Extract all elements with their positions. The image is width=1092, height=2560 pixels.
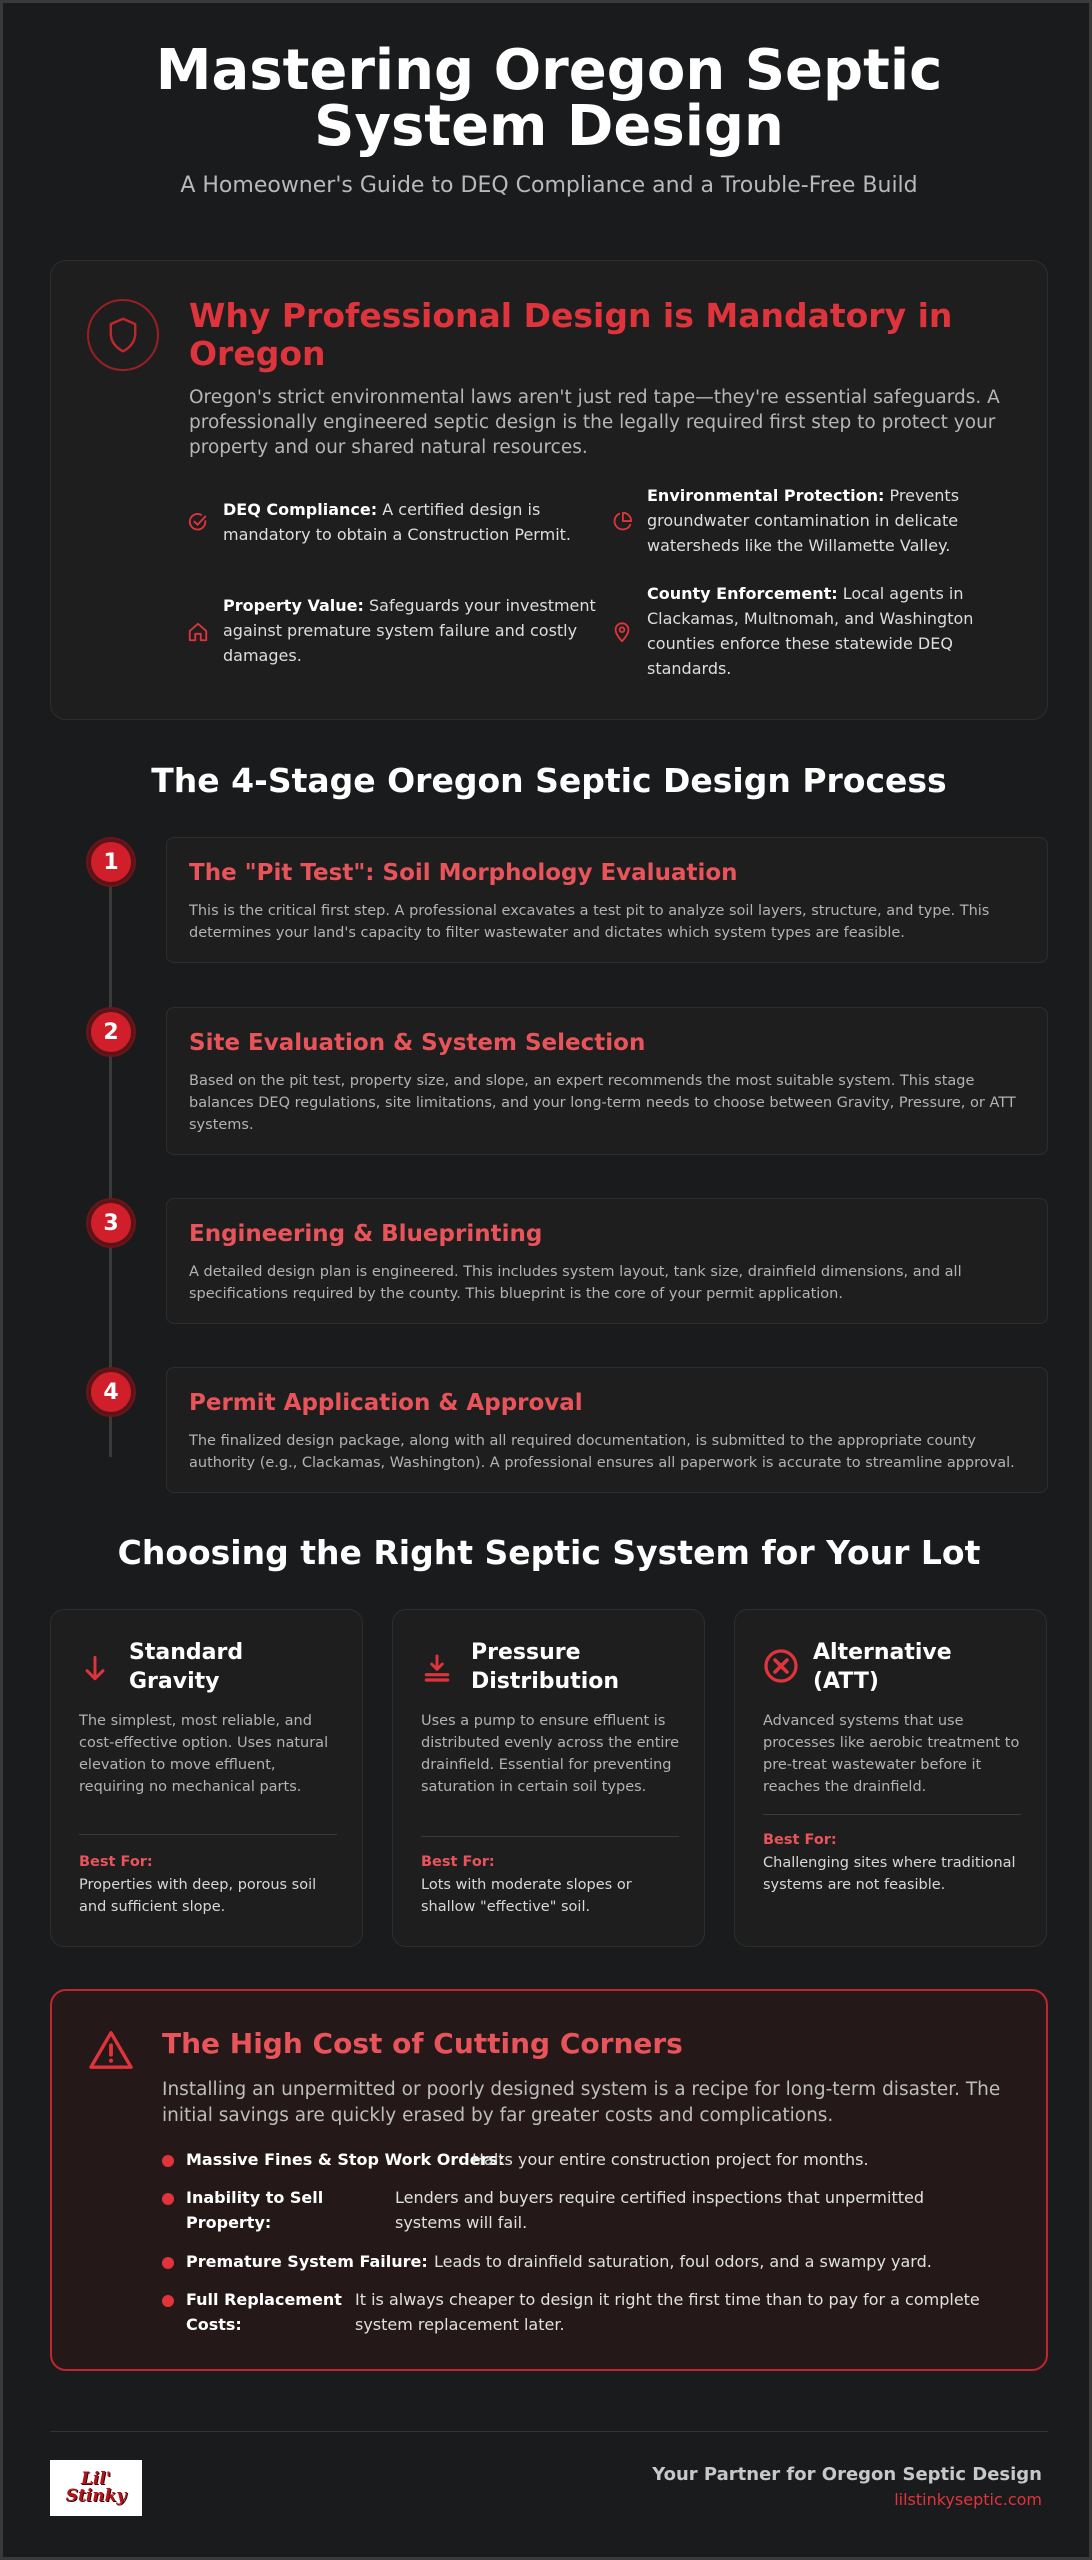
best-for-label: Best For: bbox=[421, 1854, 495, 1870]
map-pin-icon bbox=[611, 621, 633, 643]
cost-item-label: Premature System Failure: bbox=[186, 2252, 428, 2271]
step-number: 2 bbox=[88, 1009, 134, 1055]
divider bbox=[79, 1834, 337, 1835]
why-professional-card bbox=[50, 260, 1048, 720]
bullet bbox=[162, 2257, 174, 2269]
why-text: Oregon's strict environmental laws aren't just red tape—they're essential safeguards. A professionally engineered septic design is the legally required first step to protect your property and our shared natural resources. bbox=[189, 387, 1000, 458]
best-for-label: Best For: bbox=[79, 1854, 153, 1870]
cost-item-label: Massive Fines & Stop Work Orders: bbox=[186, 2150, 505, 2169]
best-for-text: Challenging sites where traditional systems are not feasible. bbox=[763, 1855, 1016, 1893]
step-title: Engineering & Blueprinting bbox=[189, 1221, 543, 1247]
logo-line: Lil' bbox=[80, 2469, 112, 2489]
bullet bbox=[162, 2155, 174, 2167]
step-text: A detailed design plan is engineered. This includes system layout, tank size, drainfield dimensions, and all specifications required by the county. This blueprint is the core of your permit application. bbox=[189, 1264, 962, 1302]
step-number: 1 bbox=[88, 839, 134, 885]
benefit-county-enforcement bbox=[647, 581, 1017, 681]
step-text: The finalized design package, along with all required documentation, is submitted to the appropriate county authority (e.g., Clackamas, Washington). A professional ensures all paperwork is accurate to streamline approval. bbox=[189, 1433, 1015, 1471]
best-for-label: Best For: bbox=[763, 1832, 837, 1848]
best-for-text: Properties with deep, porous soil and sufficient slope. bbox=[79, 1877, 317, 1915]
step-text: This is the critical first step. A professional excavates a test pit to analyze soil layers, structure, and type. This determines your land's capacity to filter wastewater and dictates which system types are feasible. bbox=[189, 903, 990, 941]
shield-icon bbox=[87, 299, 159, 371]
systems-section-title: Choosing the Right Septic System for Your Lot bbox=[117, 1533, 981, 1572]
company-logo[interactable] bbox=[50, 2460, 142, 2516]
page-title: Mastering Oregon Septic System Design bbox=[155, 38, 943, 159]
process-step-card bbox=[166, 1367, 1048, 1493]
benefit-environmental-protection bbox=[647, 483, 1017, 558]
step-text: Based on the pit test, property size, and slope, an expert recommends the most suitable system. This stage balances DEQ regulations, site limitations, and your long-term needs to choose between Gravity, Pressure, or ATT systems. bbox=[189, 1073, 1016, 1133]
cost-item-text: It is always cheaper to design it right the first time than to pay for a complete system replacement later. bbox=[355, 2290, 980, 2334]
bullet bbox=[162, 2193, 174, 2205]
website-link[interactable]: lilstinkyseptic.com bbox=[894, 2490, 1042, 2509]
footer-divider bbox=[50, 2431, 1048, 2432]
logo-wordmark bbox=[66, 2471, 127, 2505]
arrow-down-icon bbox=[79, 1652, 111, 1684]
cost-item-text: Leads to drainfield saturation, foul odors, and a swampy yard. bbox=[434, 2252, 932, 2271]
system-title: Alternative (ATT) bbox=[813, 1640, 952, 1694]
divider bbox=[763, 1814, 1021, 1815]
pie-chart-icon bbox=[611, 511, 633, 533]
page-subtitle: A Homeowner's Guide to DEQ Compliance and a Trouble-Free Build bbox=[180, 173, 918, 198]
step-number: 4 bbox=[88, 1369, 134, 1415]
best-for-text: Lots with moderate slopes or shallow "effective" soil. bbox=[421, 1877, 632, 1915]
step-title: Permit Application & Approval bbox=[189, 1390, 583, 1416]
cost-title: The High Cost of Cutting Corners bbox=[162, 2027, 683, 2060]
benefit-property-value bbox=[223, 593, 603, 668]
system-card-pressure-distribution bbox=[392, 1609, 705, 1947]
benefit-label: County Enforcement: bbox=[647, 584, 838, 603]
process-step-card bbox=[166, 1007, 1048, 1155]
system-card-alternative-att bbox=[734, 1609, 1047, 1947]
benefit-label: Environmental Protection: bbox=[647, 486, 885, 505]
step-title: Site Evaluation & System Selection bbox=[189, 1030, 646, 1056]
footer-tagline: Your Partner for Oregon Septic Design bbox=[652, 2464, 1042, 2485]
house-icon bbox=[187, 621, 209, 643]
step-number: 3 bbox=[88, 1200, 134, 1246]
benefit-text: Local agents in Clackamas, Multnomah, and Washington counties enforce these statewide DEQ standards. bbox=[647, 584, 974, 678]
step-title: The "Pit Test": Soil Morphology Evaluation bbox=[189, 860, 738, 886]
process-step-card bbox=[166, 1198, 1048, 1324]
benefit-label: DEQ Compliance: bbox=[223, 500, 378, 519]
cost-text: Installing an unpermitted or poorly designed system is a recipe for long-term disaster. The initial savings are quickly erased by far greater costs and complications. bbox=[162, 2079, 1001, 2126]
cost-item-text: Halts your entire construction project for months. bbox=[472, 2150, 869, 2169]
cost-warning-card bbox=[50, 1989, 1048, 2371]
bullet bbox=[162, 2295, 174, 2307]
benefit-text: Prevents groundwater contamination in delicate watersheds like the Willamette Valley. bbox=[647, 486, 960, 555]
divider bbox=[421, 1836, 679, 1837]
system-description: The simplest, most reliable, and cost-effective option. Uses natural elevation to move effluent, requiring no mechanical parts. bbox=[79, 1713, 329, 1795]
benefit-deq-compliance bbox=[223, 497, 603, 547]
system-description: Uses a pump to ensure effluent is distributed evenly across the entire drainfield. Essential for preventing saturation in certain soil types. bbox=[421, 1713, 679, 1795]
check-badge-icon bbox=[187, 511, 209, 533]
benefit-text: Safeguards your investment against premature system failure and costly damages. bbox=[223, 596, 596, 665]
download-tray-icon bbox=[421, 1652, 453, 1684]
benefit-text: A certified design is mandatory to obtain a Construction Permit. bbox=[223, 500, 571, 544]
process-section-title: The 4-Stage Oregon Septic Design Process bbox=[151, 761, 947, 800]
system-description: Advanced systems that use processes like aerobic treatment to pre-treat wastewater before it reaches the drainfield. bbox=[763, 1713, 1020, 1795]
cost-item-text: Lenders and buyers require certified inspections that unpermitted systems will fail. bbox=[395, 2188, 925, 2232]
cost-item-label: Full Replacement Costs: bbox=[186, 2290, 342, 2334]
warning-triangle-icon bbox=[88, 2029, 134, 2071]
process-step-card bbox=[166, 837, 1048, 963]
system-title: Pressure Distribution bbox=[471, 1640, 620, 1694]
system-title: Standard Gravity bbox=[129, 1640, 244, 1694]
logo-line: Stinky bbox=[65, 2486, 127, 2506]
system-card-standard-gravity bbox=[50, 1609, 363, 1947]
cost-item-label: Inability to Sell Property: bbox=[186, 2188, 324, 2232]
why-title: Why Professional Design is Mandatory in Oregon bbox=[189, 296, 953, 373]
timeline-line bbox=[109, 863, 112, 1457]
benefit-label: Property Value: bbox=[223, 596, 364, 615]
x-circle-icon bbox=[763, 1648, 799, 1684]
